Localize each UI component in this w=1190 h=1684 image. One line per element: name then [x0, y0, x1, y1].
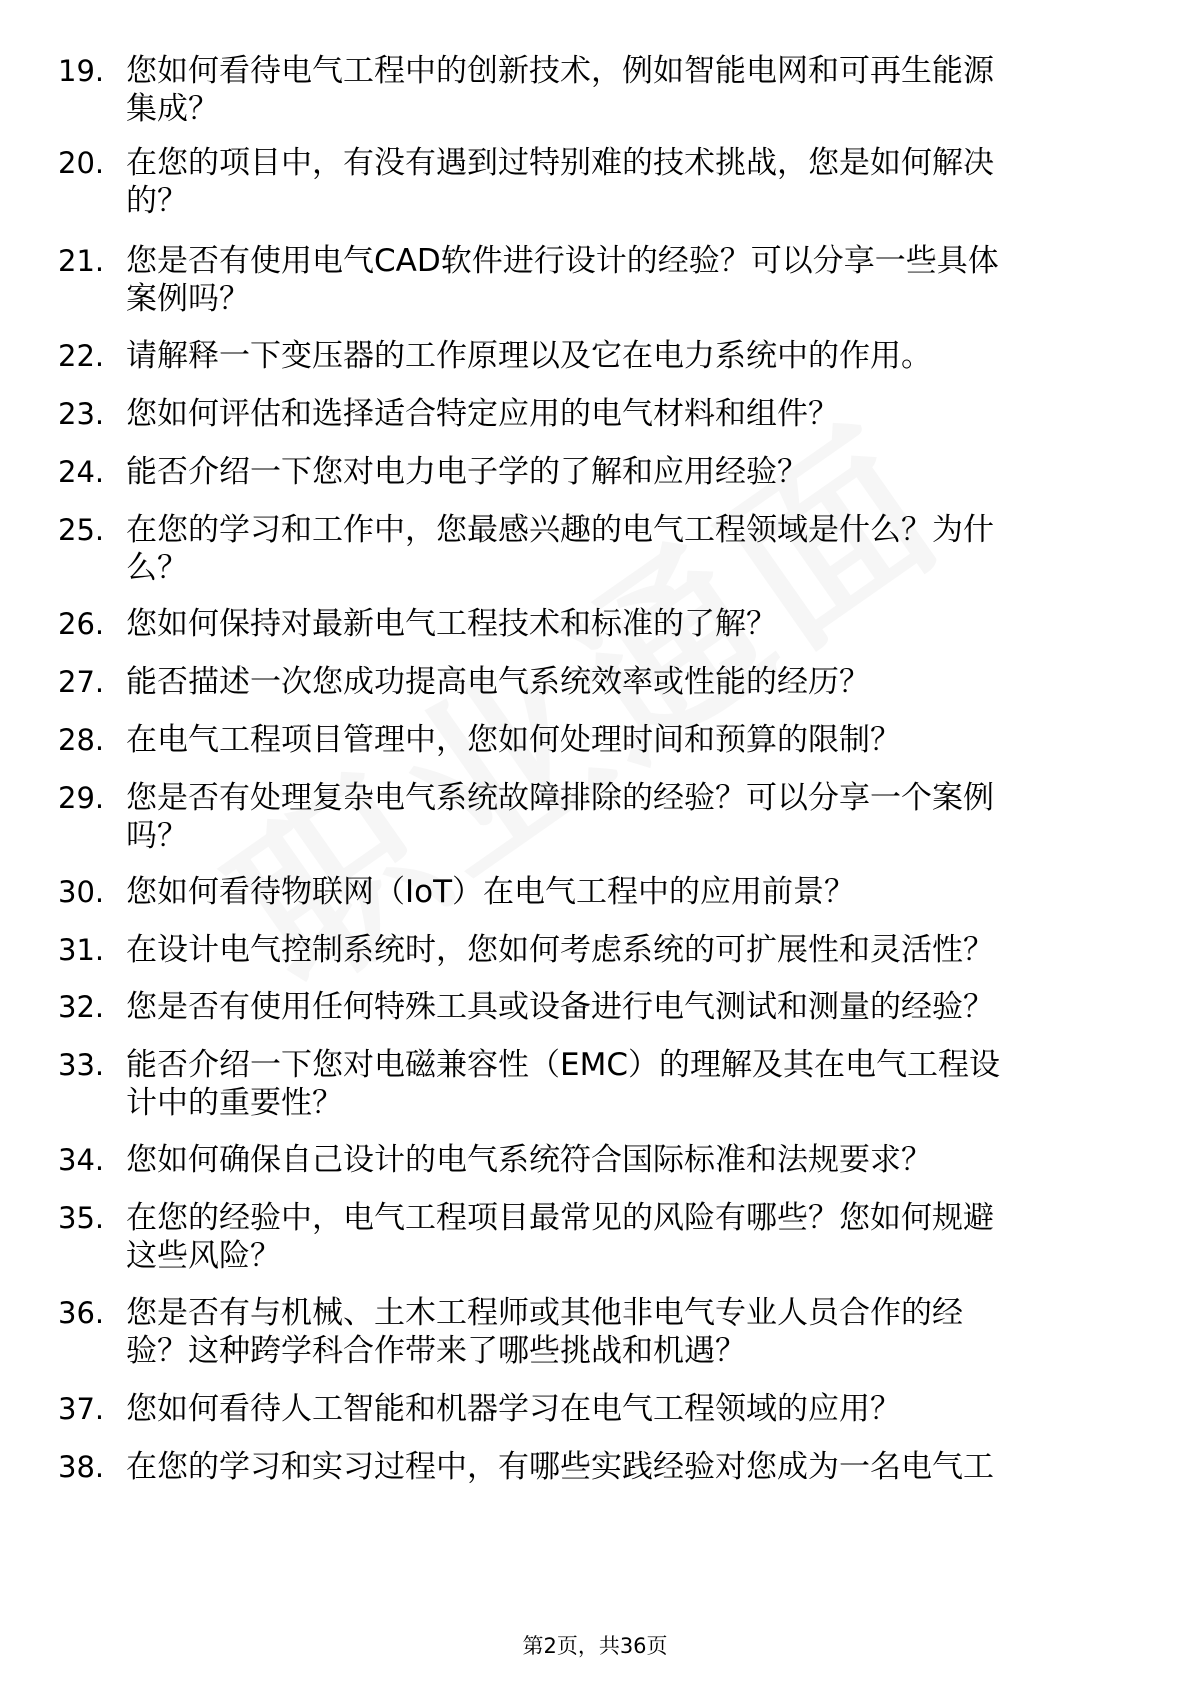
- question-number: 28.: [58, 723, 105, 757]
- question-text-line: 您如何看待人工智能和机器学习在电气工程领域的应用？: [126, 1391, 901, 1427]
- question-text: [126, 1046, 1116, 1122]
- question-text-line: 您如何看待电气工程中的创新技术，例如智能电网和可再生能源: [126, 53, 994, 89]
- question-text-line: 的？: [126, 183, 188, 219]
- question-text-line: 您是否有与机械、土木工程师或其他非电气专业人员合作的经: [126, 1295, 963, 1331]
- question-text-line: 您如何保持对最新电气工程技术和标准的了解？: [126, 606, 777, 642]
- question-text-line: 在设计电气控制系统时，您如何考虑系统的可扩展性和灵活性？: [126, 932, 994, 968]
- question-number: 31.: [58, 933, 105, 967]
- question-text-line: 在您的经验中，电气工程项目最常见的风险有哪些？您如何规避: [126, 1200, 994, 1236]
- question-text-line: 在电气工程项目管理中，您如何处理时间和预算的限制？: [126, 722, 901, 758]
- question-text: [126, 511, 1116, 587]
- question-text: [126, 605, 1116, 643]
- question-text-line: 计中的重要性？: [126, 1085, 343, 1121]
- question-number: 23.: [58, 397, 105, 431]
- question-text-line: 能否描述一次您成功提高电气系统效率或性能的经历？: [126, 664, 870, 700]
- question-text: [126, 242, 1116, 318]
- page-footer: 第2页，共36页: [522, 1634, 668, 1658]
- question-text: [126, 337, 1116, 375]
- question-text-line: 您如何确保自己设计的电气系统符合国际标准和法规要求？: [126, 1142, 932, 1178]
- question-text: [126, 988, 1116, 1026]
- question-number: 21.: [58, 244, 105, 278]
- question-number: 22.: [58, 339, 105, 373]
- question-text: [126, 1199, 1116, 1275]
- question-text-line: 吗？: [126, 818, 188, 854]
- question-text-line: 请解释一下变压器的工作原理以及它在电力系统中的作用。: [126, 338, 932, 374]
- question-number: 37.: [58, 1392, 105, 1426]
- question-text-line: 您是否有使用电气CAD软件进行设计的经验？可以分享一些具体: [126, 243, 999, 279]
- question-text: [126, 395, 1116, 433]
- question-number: 19.: [58, 54, 105, 88]
- question-number: 33.: [58, 1048, 105, 1082]
- question-text: [126, 52, 1116, 128]
- question-text: [126, 779, 1116, 855]
- question-text-line: 在您的学习和工作中，您最感兴趣的电气工程领域是什么？为什: [126, 512, 994, 548]
- question-text-line: 么？: [126, 550, 188, 586]
- question-text-line: 您如何评估和选择适合特定应用的电气材料和组件？: [126, 396, 839, 432]
- question-number: 34.: [58, 1143, 105, 1177]
- question-text: [126, 931, 1116, 969]
- question-text-line: 您是否有处理复杂电气系统故障排除的经验？可以分享一个案例: [126, 780, 994, 816]
- question-text: [126, 453, 1116, 491]
- question-text-line: 验？这种跨学科合作带来了哪些挑战和机遇？: [126, 1333, 746, 1369]
- question-number: 32.: [58, 990, 105, 1024]
- question-text-line: 案例吗？: [126, 281, 250, 317]
- question-number: 26.: [58, 607, 105, 641]
- question-number: 38.: [58, 1450, 105, 1484]
- question-text-line: 在您的学习和实习过程中，有哪些实践经验对您成为一名电气工: [126, 1449, 994, 1485]
- question-text: [126, 1294, 1116, 1370]
- question-number: 30.: [58, 875, 105, 909]
- question-text-line: 您如何看待物联网（IoT）在电气工程中的应用前景？: [126, 874, 856, 910]
- question-text: [126, 144, 1116, 220]
- question-text-line: 您是否有使用任何特殊工具或设备进行电气测试和测量的经验？: [126, 989, 994, 1025]
- question-text: [126, 663, 1116, 701]
- question-text: [126, 1141, 1116, 1179]
- question-number: 36.: [58, 1296, 105, 1330]
- question-text-line: 能否介绍一下您对电力电子学的了解和应用经验？: [126, 454, 808, 490]
- question-number: 29.: [58, 781, 105, 815]
- question-number: 35.: [58, 1201, 105, 1235]
- question-text: [126, 1448, 1116, 1486]
- question-number: 20.: [58, 146, 105, 180]
- question-number: 27.: [58, 665, 105, 699]
- question-text-line: 能否介绍一下您对电磁兼容性（EMC）的理解及其在电气工程设: [126, 1047, 1000, 1083]
- question-text-line: 这些风险？: [126, 1238, 281, 1274]
- question-number: 24.: [58, 455, 105, 489]
- question-text-line: 在您的项目中，有没有遇到过特别难的技术挑战，您是如何解决: [126, 145, 994, 181]
- question-text-line: 集成？: [126, 91, 219, 127]
- question-text: [126, 721, 1116, 759]
- question-number: 25.: [58, 513, 105, 547]
- question-text: [126, 873, 1116, 911]
- question-text: [126, 1390, 1116, 1428]
